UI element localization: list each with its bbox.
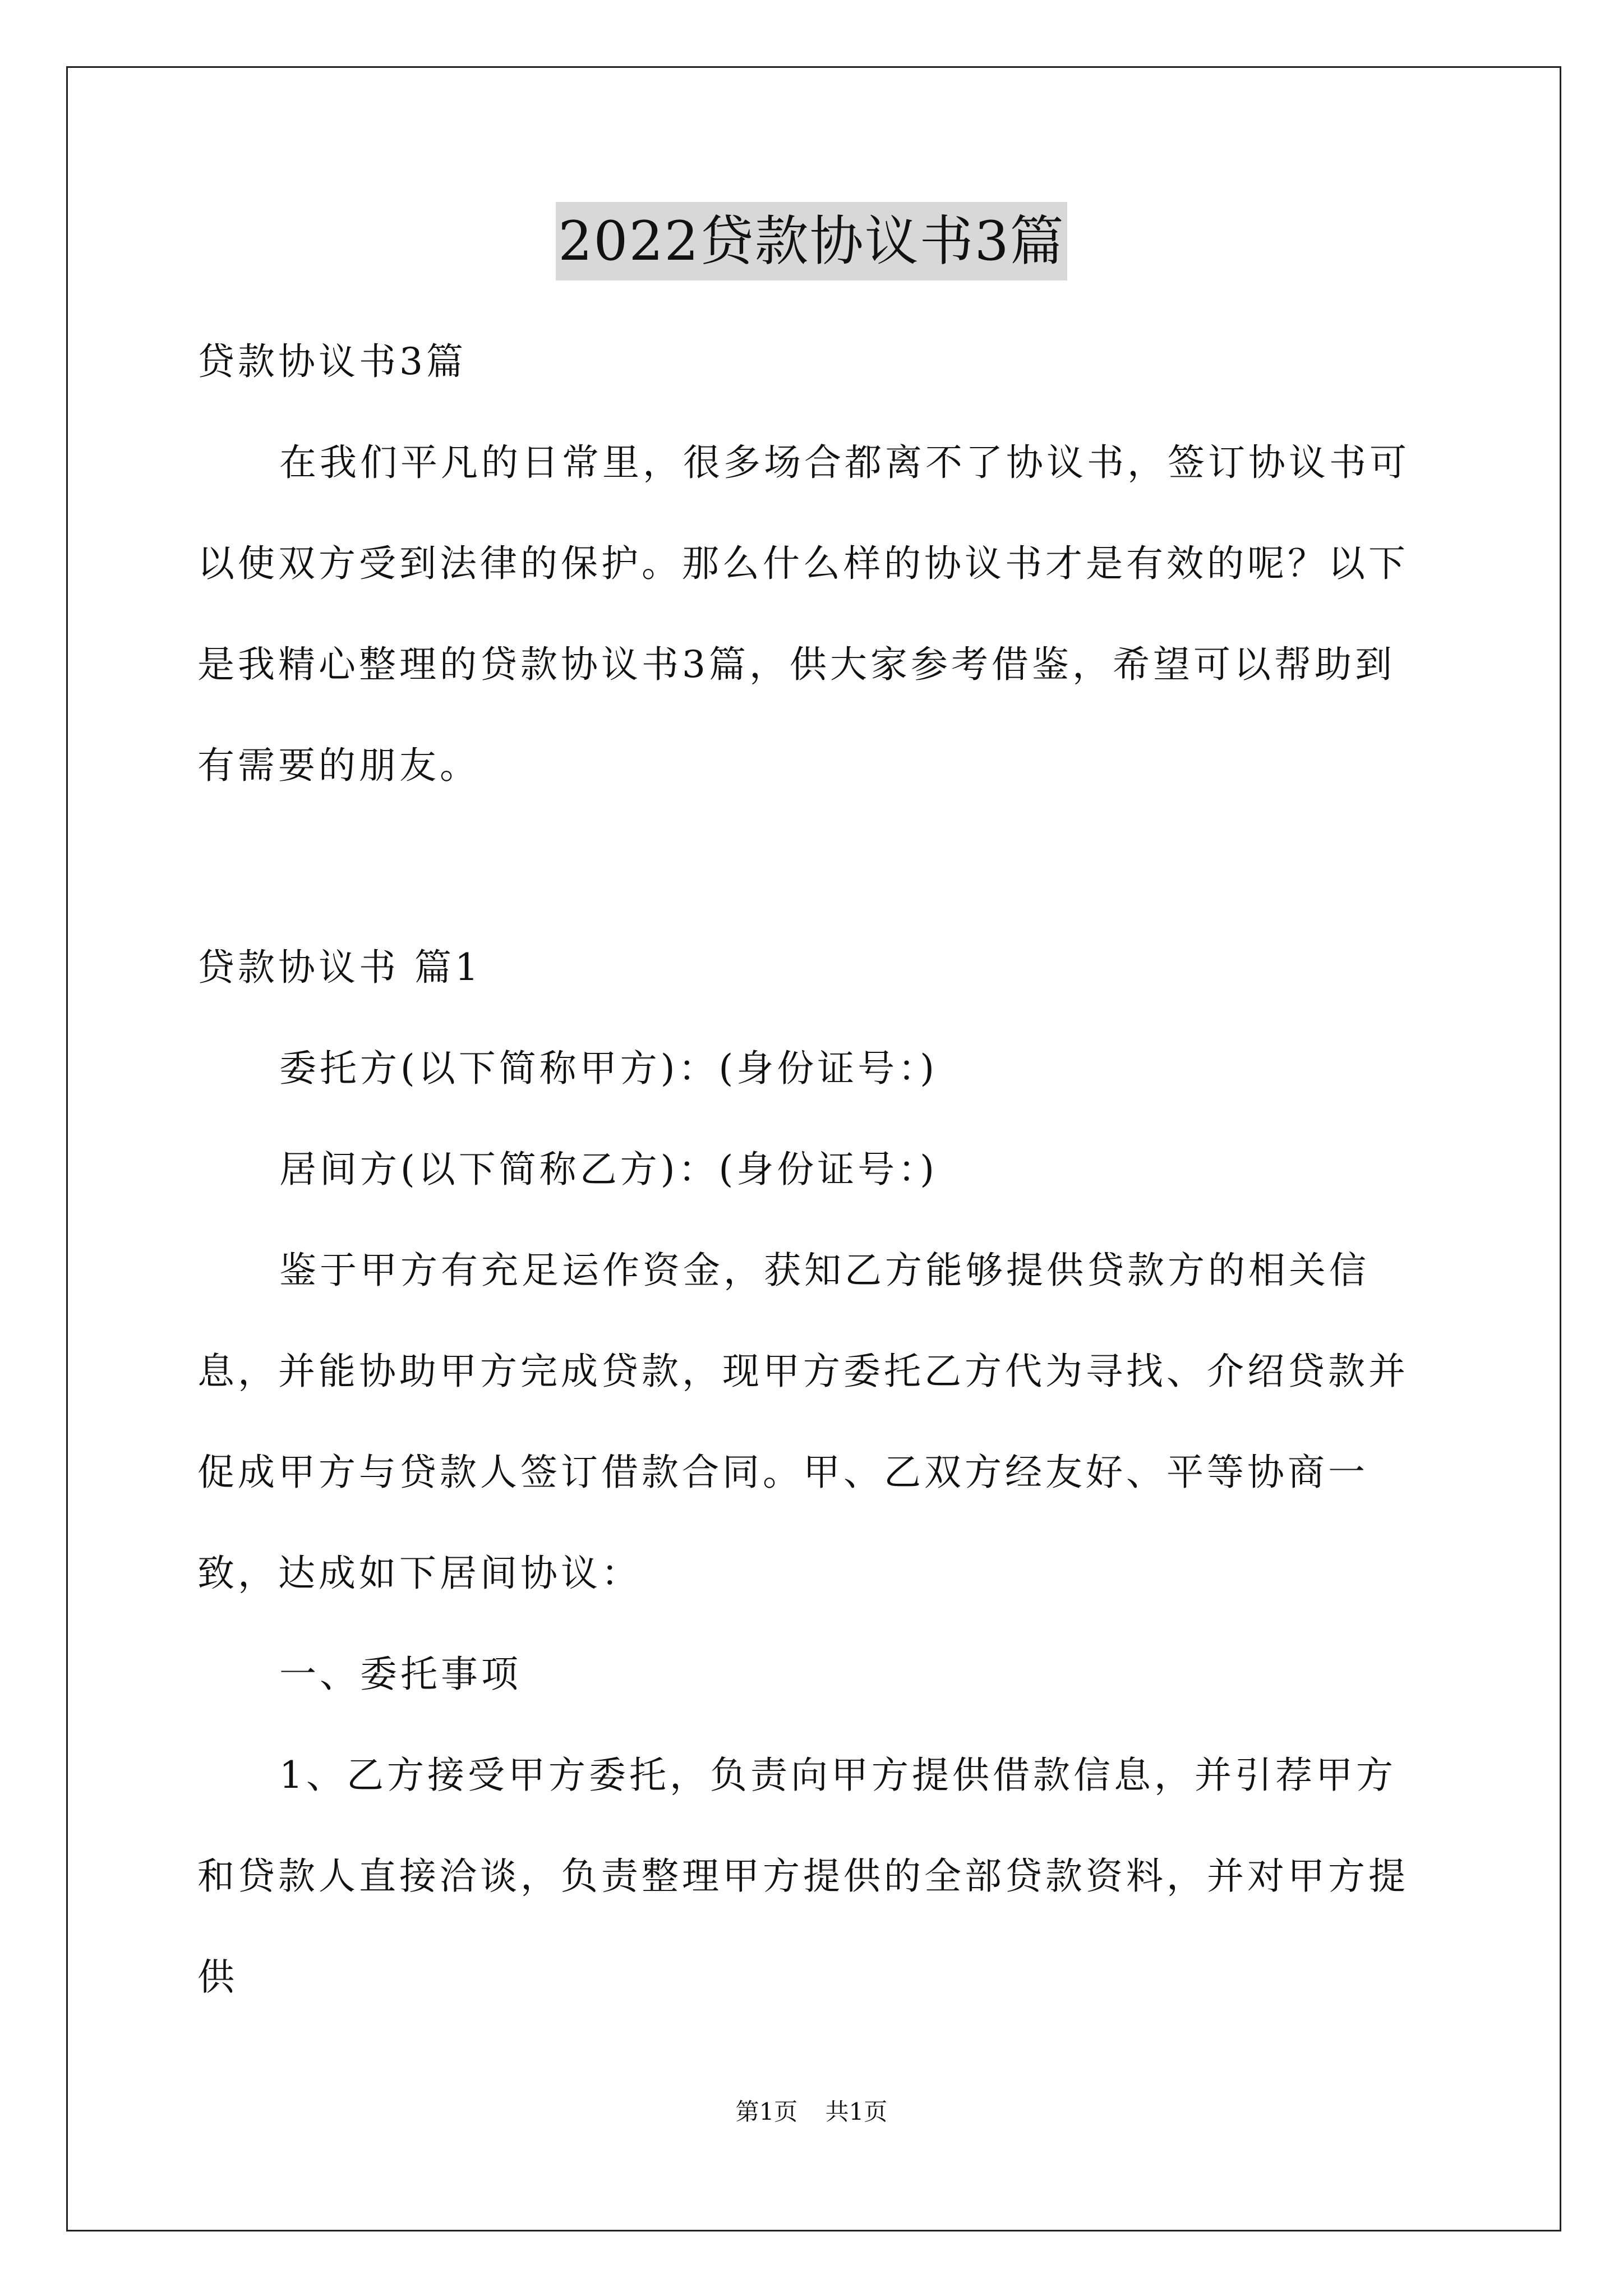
paragraph-broker: 居间方(以下简称乙方)：(身份证号：) [279,1148,938,1191]
page-number: 第1页 [735,2098,798,2125]
section-heading: 贷款协议书 篇1 [197,946,482,989]
title-container [0,202,1623,280]
clause-item: 1、乙方接受甲方委托，负责向甲方提供借款信息，并引荐甲方和贷款人直接洽谈，负责整理甲方提供的全部贷款资料，并对甲方提供 [197,1754,1409,1999]
paragraph-recital: 鉴于甲方有充足运作资金，获知乙方能够提供贷款方的相关信息，并能协助甲方完成贷款，现甲方委托乙方代为寻找、介绍贷款并促成甲方与贷款人签订借款合同。甲、乙双方经友好、平等协商一致，达成如下居间协议： [197,1249,1409,1595]
document-body [197,311,1426,2028]
paragraph-subtitle: 贷款协议书3篇 [197,340,467,383]
clause-heading: 一、委托事项 [279,1653,522,1696]
page-footer [0,2095,1623,2129]
paragraph-intro: 在我们平凡的日常里，很多场合都离不了协议书，签订协议书可以使双方受到法律的保护。那么什么样的协议书才是有效的呢？以下是我精心整理的贷款协议书3篇，供大家参考借鉴，希望可以帮助到有需要的朋友。 [197,441,1410,787]
page-total: 共1页 [825,2098,888,2125]
document-title: 2022贷款协议书3篇 [556,202,1067,280]
paragraph-client: 委托方(以下简称甲方)：(身份证号：) [279,1047,938,1090]
